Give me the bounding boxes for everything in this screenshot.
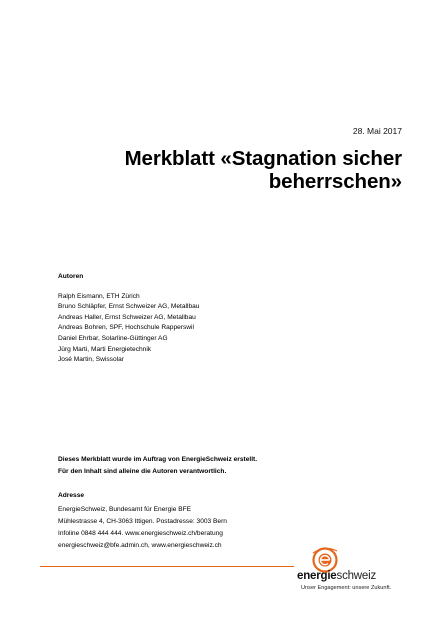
note-line-1: Dieses Merkblatt wurde im Auftrag von EnergieSchweiz erstellt. <box>58 456 258 463</box>
title-line-1: Merkblatt «Stagnation sicher <box>124 147 402 170</box>
document-title <box>72 147 402 193</box>
footer-divider <box>40 566 294 567</box>
author-item: Jürg Marti, Marti Energietechnik <box>58 345 152 353</box>
author-item: Ralph Eismann, ETH Zürich <box>58 292 140 300</box>
note-line-2: Für den Inhalt sind alleine die Autoren verantwortlich. <box>58 468 227 475</box>
logo-word-light: schweiz <box>336 570 377 582</box>
author-item: Daniel Ehrbar, Solarline-Güttinger AG <box>58 334 168 342</box>
author-item: José Martin, Swissolar <box>58 356 124 364</box>
address-line: Mühlestrasse 4, CH-3063 Ittigen. Postadresse: 3003 Bern <box>58 518 227 525</box>
address-section <box>58 490 227 552</box>
energieschweiz-logo <box>295 543 415 598</box>
logo-tagline: Unser Engagement: unsere Zukunft. <box>301 585 392 591</box>
author-item: Bruno Schläpfer, Ernst Schweizer AG, Metallbau <box>58 303 200 311</box>
address-line: Infoline 0848 444 444. www.energieschweiz.ch/beratung <box>58 530 223 537</box>
logo-word-bold: energie <box>297 570 337 582</box>
address-line: EnergieSchweiz, Bundesamt für Energie BFE <box>58 506 192 513</box>
author-item: Andreas Haller, Ernst Schweizer AG, Metallbau <box>58 313 196 321</box>
authors-heading: Autoren <box>58 273 84 280</box>
logo-wordmark <box>297 570 376 582</box>
address-line: energieschweiz@bfe.admin.ch, www.energieschweiz.ch <box>58 542 222 549</box>
authors-section <box>58 272 199 366</box>
address-heading: Adresse <box>58 492 85 499</box>
title-line-2: beherrschen» <box>268 170 402 193</box>
author-item: Andreas Bohren, SPF, Hochschule Rapperswil <box>58 324 194 332</box>
document-date: 28. Mai 2017 <box>352 126 402 136</box>
commission-note <box>58 454 257 478</box>
